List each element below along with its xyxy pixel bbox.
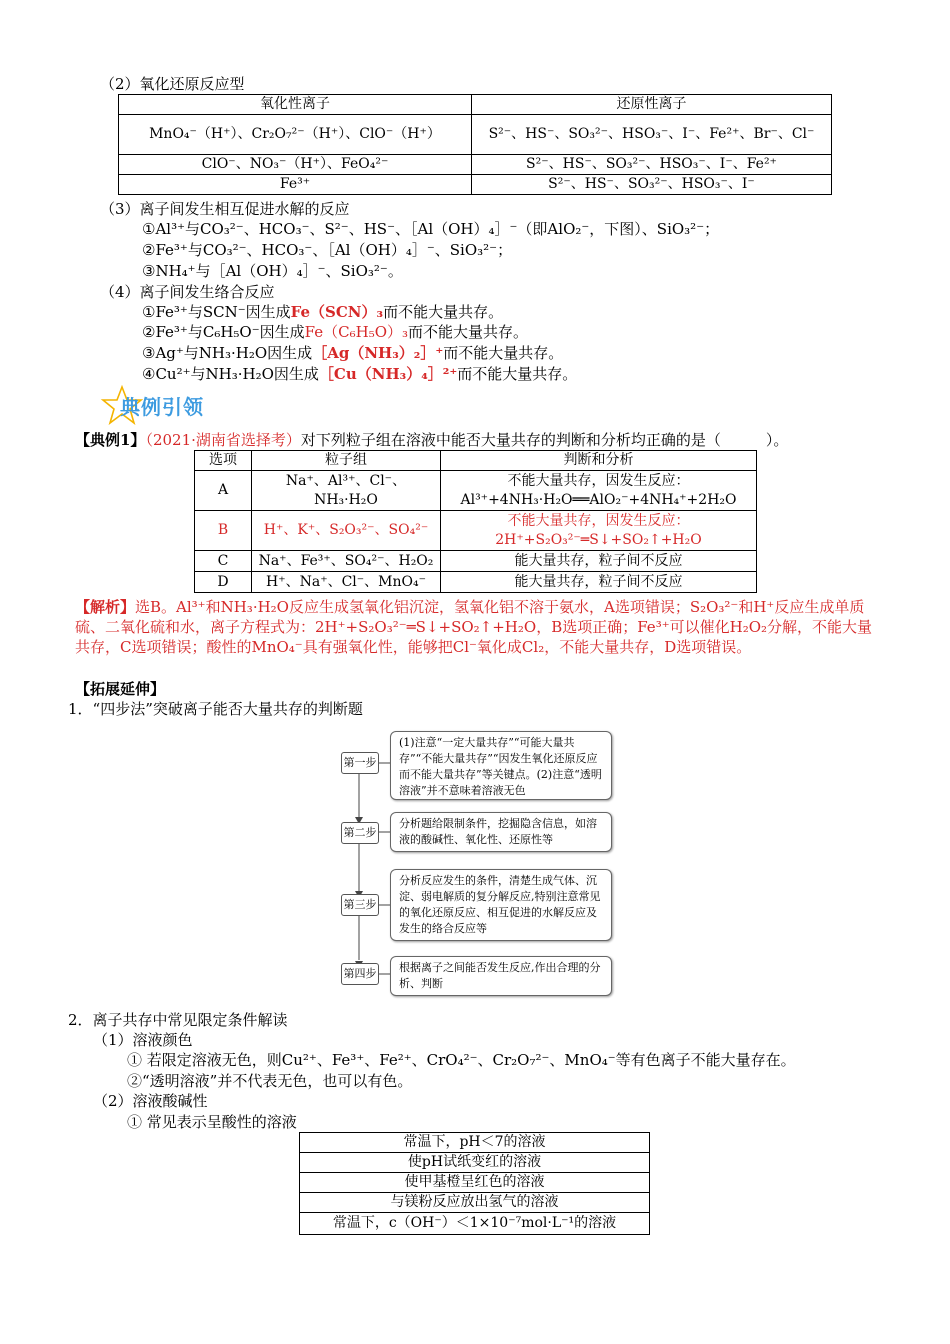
table-header: 还原性离子 [472,95,832,115]
redox-table [118,94,832,195]
example-banner [100,385,240,425]
table-cell: 与镁粉反应放出氢气的溶液 [300,1193,650,1213]
table-cell: 常温下，c（OH⁻）＜1×10⁻⁷mol·L⁻¹的溶液 [300,1213,650,1235]
table-cell: B [195,511,252,551]
table-cell: 使甲基橙呈红色的溶液 [300,1173,650,1193]
list-item [142,343,563,363]
example-text: 对下列粒子组在溶液中能否大量共存的判断和分析均正确的是（ ）。 [300,431,789,449]
table-cell: 不能大量共存，因发生反应：2H⁺+S₂O₃²⁻═S↓+SO₂↑+H₂O [441,511,757,551]
table-cell: Na⁺、Fe³⁺、SO₄²⁻、H₂O₂ [252,551,441,572]
table-cell: 常温下，pH＜7的溶液 [300,1133,650,1153]
table-cell: H⁺、K⁺、S₂O₃²⁻、SO₄²⁻ [252,511,441,551]
item-text: 而不能大量共存。 [408,323,529,341]
table-cell: A [195,471,252,511]
example-label: 【典例1】 [75,431,146,449]
table-cell: 使pH试纸变红的溶液 [300,1153,650,1173]
list-item: ①Al³⁺与CO₃²⁻、HCO₃⁻、S²⁻、HS⁻、［Al（OH）₄］⁻（即AlO₂⁻，下图）、SiO₃²⁻； [142,220,720,238]
table-header: 选项 [195,451,252,471]
table-cell: ClO⁻、NO₃⁻（H⁺）、FeO₄²⁻ [119,155,472,175]
table-cell: D [195,572,252,593]
item-heading: 2．离子共存中常见限定条件解读 [68,1011,288,1029]
list-item [142,302,503,322]
flow-step-4: 第四步 [341,963,379,985]
acid-conditions-table [299,1132,650,1235]
table-cell: S²⁻、HS⁻、SO₃²⁻、HSO₃⁻、I⁻ [472,175,832,195]
item-text: 而不能大量共存。 [457,365,578,383]
section-heading-hydrolysis: （3）离子间发生相互促进水解的反应 [100,200,350,218]
extension-label: 【拓展延伸】 [75,680,166,698]
item-text: ②Fe³⁺与C₆H₅O⁻因生成 [142,323,305,341]
example-question [75,430,788,450]
table-cell: 能大量共存，粒子间不反应 [441,551,757,572]
section-heading-complex: （4）离子间发生络合反应 [100,283,275,301]
item-text: 而不能大量共存。 [383,303,504,321]
list-item [142,364,577,384]
list-item [142,322,528,342]
item-heading: 1．“四步法”突破离子能否大量共存的判断题 [68,700,363,718]
item-text: ③Ag⁺与NH₃·H₂O因生成 [142,344,313,362]
table-cell: S²⁻、HS⁻、SO₃²⁻、HSO₃⁻、I⁻、Fe²⁺ [472,155,832,175]
table-cell: S²⁻、HS⁻、SO₃²⁻、HSO₃⁻、I⁻、Fe²⁺、Br⁻、Cl⁻ [472,115,832,155]
flow-box-1: (1)注意“一定大量共存”“可能大量共存”“不能大量共存”“因发生氧化还原反应而不能大量共存”等关键点。(2)注意“透明溶液”并不意味着溶液无色 [390,731,612,800]
table-cell: H⁺、Na⁺、Cl⁻、MnO₄⁻ [252,572,441,593]
analysis-text: 选B。Al³⁺和NH₃·H₂O反应生成氢氧化铝沉淀，氢氧化铝不溶于氨水，A选项错误；S₂O₃²⁻和H⁺反应生成单质硫、二氧化硫和水，离子方程式为：2H⁺+S₂O₃²⁻═S↓+SO₂↑+H₂O，B选项正确；Fe³⁺可以催化H₂O₂分解，不能大量共存，C选项错误；酸性的MnO₄⁻具有强氧化性，能够把Cl⁻氧化成Cl₂，不能大量共存，D选项错误。 [75,598,873,656]
list-item: ③NH₄⁺与［Al（OH）₄］⁻、SiO₃²⁻。 [142,262,403,280]
flow-box-4: 根据离子之间能否发生反应,作出合理的分析、判断 [390,956,612,996]
item-text: 而不能大量共存。 [443,344,564,362]
complex-formula: ［Cu（NH₃）₄］²⁺ [318,365,458,383]
table-header: 粒子组 [252,451,441,471]
table-header: 判断和分析 [441,451,757,471]
sub-heading: （2）溶液酸碱性 [93,1092,208,1110]
list-item: ① 常见表示呈酸性的溶液 [127,1113,297,1131]
sub-heading: （1）溶液颜色 [93,1031,193,1049]
flow-box-2: 分析题给限制条件，挖掘隐含信息，如溶液的酸碱性、氧化性、还原性等 [390,812,612,852]
banner-title: 典例引领 [120,395,204,419]
analysis-label: 【解析】 [75,598,136,616]
complex-formula: Fe（SCN）₃ [290,303,384,321]
table-cell: Fe³⁺ [119,175,472,195]
list-item: ②Fe³⁺与CO₃²⁻、HCO₃⁻、［Al（OH）₄］⁻、SiO₃²⁻； [142,241,513,259]
table-cell: MnO₄⁻（H⁺）、Cr₂O₇²⁻（H⁺）、ClO⁻（H⁺） [119,115,472,155]
table-header: 氧化性离子 [119,95,472,115]
flow-step-1: 第一步 [341,752,379,774]
flow-step-2: 第二步 [341,822,379,844]
example-source: （2021·湖南省选择考） [145,431,301,449]
complex-formula: Fe（C₆H₅O）₃ [304,323,409,341]
flow-box-3: 分析反应发生的条件，清楚生成气体、沉淀、弱电解质的复分解反应,特别注意常见的氧化还原反应、相互促进的水解反应及发生的络合反应等 [390,869,612,941]
list-item: ②“透明溶液”并不代表无色，也可以有色。 [127,1072,413,1090]
table-cell: 能大量共存，粒子间不反应 [441,572,757,593]
example-table [194,450,757,593]
table-cell: 不能大量共存，因发生反应：Al³⁺+4NH₃·H₂O══AlO₂⁻+4NH₄⁺+2H₂O [441,471,757,511]
complex-formula: ［Ag（NH₃）₂］⁺ [312,344,444,362]
table-cell: Na⁺、Al³⁺、Cl⁻、NH₃·H₂O [252,471,441,511]
flow-step-3: 第三步 [341,894,379,916]
list-item: ① 若限定溶液无色，则Cu²⁺、Fe³⁺、Fe²⁺、CrO₄²⁻、Cr₂O₇²⁻、MnO₄⁻等有色离子不能大量存在。 [127,1051,796,1069]
item-text: ①Fe³⁺与SCN⁻因生成 [142,303,291,321]
item-text: ④Cu²⁺与NH₃·H₂O因生成 [142,365,319,383]
four-step-flowchart [338,728,614,996]
table-cell: C [195,551,252,572]
section-heading-redox: （2）氧化还原反应型 [100,75,245,93]
analysis-paragraph [75,597,883,657]
